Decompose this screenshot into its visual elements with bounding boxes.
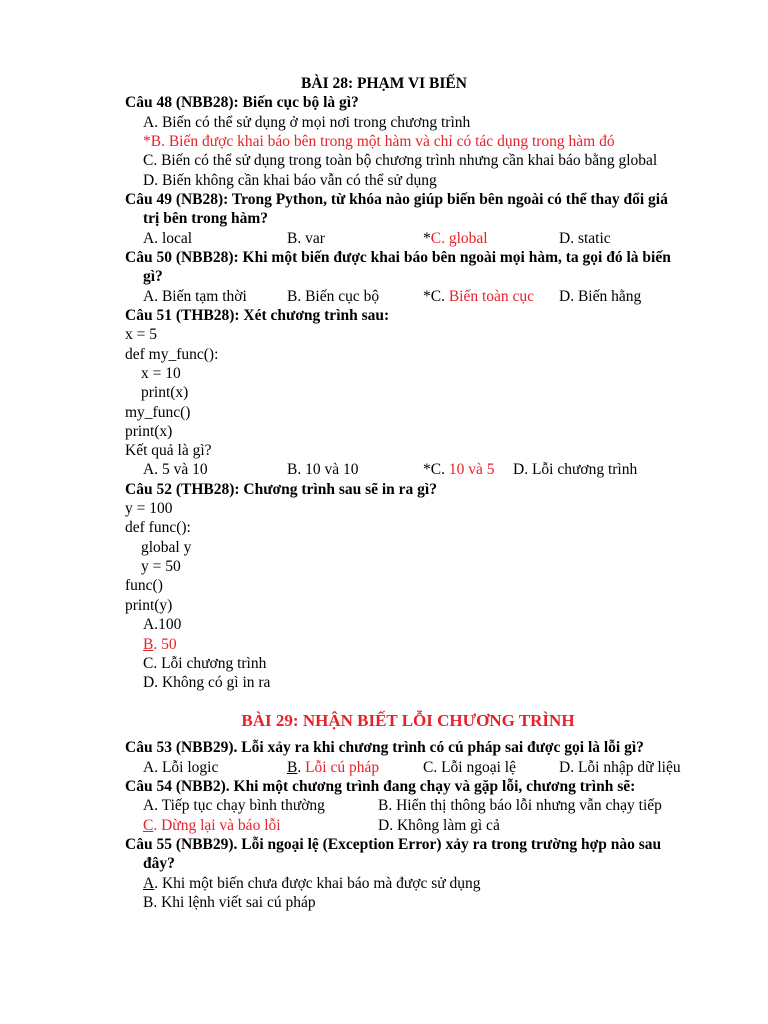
q50-option-a: A. Biến tạm thời bbox=[143, 288, 247, 305]
question-49-line2: trị bên trong hàm? bbox=[143, 210, 269, 227]
q55-option-b: B. Khi lệnh viết sai cú pháp bbox=[143, 894, 316, 911]
q52-code-line: y = 100 bbox=[125, 500, 173, 517]
q49-option-a: A. local bbox=[143, 230, 193, 247]
q48-option-d: D. Biến không cần khai báo vẫn có thể sử dụng bbox=[143, 172, 437, 189]
q49-option-c-answer bbox=[423, 229, 488, 248]
q52-code-line: global y bbox=[141, 539, 192, 556]
answer-letter: B bbox=[143, 636, 154, 653]
q52-option-d: D. Không có gì in ra bbox=[143, 674, 271, 691]
q54-option-c-text: . Dừng lại và báo lỗi bbox=[153, 817, 281, 834]
q53-option-b-text: Lỗi cú pháp bbox=[305, 759, 380, 776]
answer-mark: *C. bbox=[423, 461, 449, 478]
q52-code-line: def func(): bbox=[125, 519, 191, 536]
q49-option-c-text: C. global bbox=[430, 230, 488, 247]
question-55-line1: Câu 55 (NBB29). Lỗi ngoại lệ (Exception Error) xảy ra trong trường hợp nào sau bbox=[125, 836, 662, 853]
q52-code-line: y = 50 bbox=[141, 558, 181, 575]
question-55-line2: đây? bbox=[143, 855, 175, 872]
answer-letter: B bbox=[287, 759, 298, 776]
q48-option-a: A. Biến có thể sử dụng ở mọi nơi trong chương trình bbox=[143, 114, 471, 131]
q51-option-c-text: 10 và 5 bbox=[448, 461, 495, 478]
q51-code-line: my_func() bbox=[125, 404, 191, 421]
answer-letter: A bbox=[143, 875, 155, 892]
q51-option-b: B. 10 và 10 bbox=[287, 461, 359, 478]
question-50-line2: gì? bbox=[143, 268, 163, 285]
lesson-29-title: BÀI 29: NHẬN BIẾT LỖI CHƯƠNG TRÌNH bbox=[241, 711, 575, 730]
q54-option-b: B. Hiển thị thông báo lỗi nhưng vẫn chạy tiếp bbox=[378, 797, 662, 814]
q54-option-c-answer bbox=[143, 816, 281, 835]
q51-option-a: A. 5 và 10 bbox=[143, 461, 208, 478]
q51-code-line: print(x) bbox=[141, 384, 189, 401]
q48-option-c: C. Biến có thể sử dụng trong toàn bộ chương trình nhưng cần khai báo bằng global bbox=[143, 152, 658, 169]
q53-option-b-answer bbox=[287, 758, 379, 777]
q55-option-a-text: . Khi một biến chưa được khai báo mà được sử dụng bbox=[154, 875, 481, 892]
q48-option-b-answer: *B. Biến được khai báo bên trong một hàm và chỉ có tác dụng trong hàm đó bbox=[143, 133, 615, 150]
q54-option-a: A. Tiếp tục chạy bình thường bbox=[143, 797, 325, 814]
q53-option-c: C. Lỗi ngoại lệ bbox=[423, 759, 516, 776]
q54-option-d: D. Không làm gì cả bbox=[378, 817, 500, 834]
question-54: Câu 54 (NBB2). Khi một chương trình đang chạy và gặp lỗi, chương trình sẽ: bbox=[125, 778, 636, 795]
q51-option-c-answer bbox=[423, 460, 494, 479]
q49-option-d: D. static bbox=[559, 230, 611, 247]
q52-option-b-text: . 50 bbox=[153, 636, 177, 653]
q51-code-line: print(x) bbox=[125, 423, 173, 440]
q51-code-line: def my_func(): bbox=[125, 346, 219, 363]
q52-option-a: A.100 bbox=[143, 616, 182, 633]
question-50-line1: Câu 50 (NBB28): Khi một biến được khai báo bên ngoài mọi hàm, ta gọi đó là biến bbox=[125, 249, 671, 266]
question-48: Câu 48 (NBB28): Biến cục bộ là gì? bbox=[125, 94, 359, 111]
q49-option-b: B. var bbox=[287, 230, 325, 247]
q51-code-line: x = 5 bbox=[125, 326, 157, 343]
q52-code-line: print(y) bbox=[125, 597, 173, 614]
answer-letter: C bbox=[143, 817, 154, 834]
question-53: Câu 53 (NBB29). Lỗi xảy ra khi chương trình có cú pháp sai được gọi là lỗi gì? bbox=[125, 739, 644, 756]
q50-option-d: D. Biến hằng bbox=[559, 288, 642, 305]
q55-option-a-answer bbox=[143, 874, 481, 893]
q50-option-c-text: Biến toàn cục bbox=[448, 288, 535, 305]
q51-ask: Kết quả là gì? bbox=[125, 442, 212, 459]
q52-code-line: func() bbox=[125, 577, 163, 594]
q50-option-c-answer bbox=[423, 287, 534, 306]
q52-option-b-answer bbox=[143, 635, 177, 654]
answer-mark: * bbox=[423, 230, 431, 247]
q53-option-a: A. Lỗi logic bbox=[143, 759, 219, 776]
q52-option-c: C. Lỗi chương trình bbox=[143, 655, 267, 672]
lesson-28-title: BÀI 28: PHẠM VI BIẾN bbox=[301, 75, 467, 92]
q53-option-d: D. Lỗi nhập dữ liệu bbox=[559, 759, 681, 776]
question-52: Câu 52 (THB28): Chương trình sau sẽ in ra gì? bbox=[125, 481, 437, 498]
q50-option-b: B. Biến cục bộ bbox=[287, 288, 380, 305]
question-49-line1: Câu 49 (NB28): Trong Python, từ khóa nào giúp biến bên ngoài có thể thay đổi giá bbox=[125, 191, 668, 208]
question-51: Câu 51 (THB28): Xét chương trình sau: bbox=[125, 307, 390, 324]
answer-dot: . bbox=[297, 759, 306, 776]
answer-mark: *C. bbox=[423, 288, 449, 305]
q51-option-d: D. Lỗi chương trình bbox=[513, 461, 638, 478]
q51-code-line: x = 10 bbox=[141, 365, 181, 382]
